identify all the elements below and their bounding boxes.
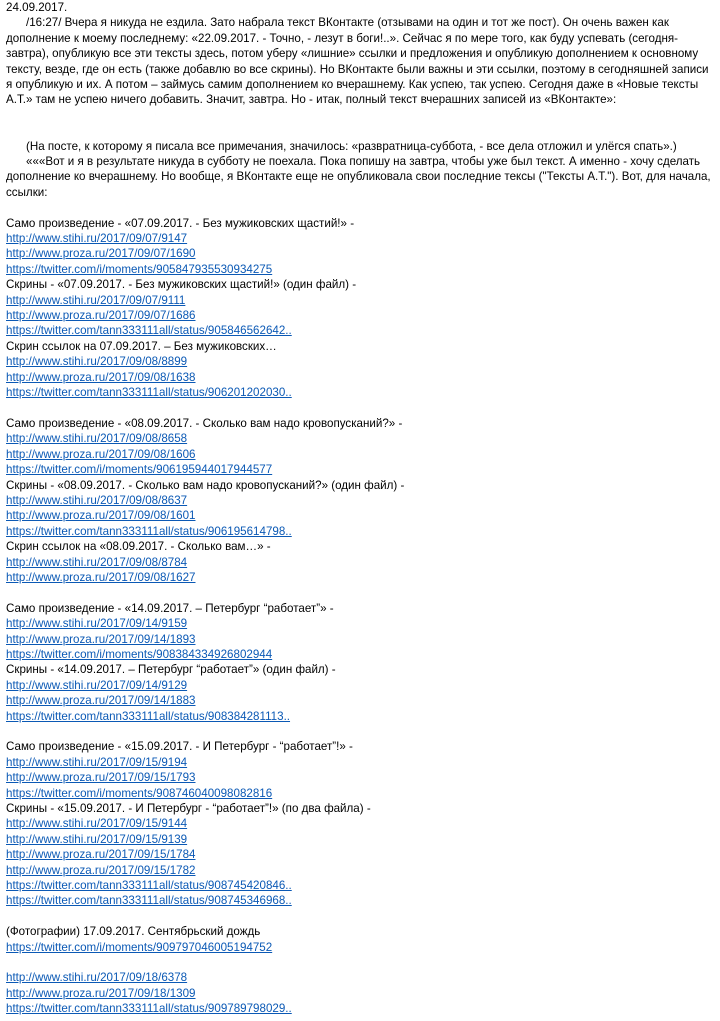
url-link[interactable]: http://www.stihi.ru/2017/09/15/9194	[6, 755, 188, 769]
url-link[interactable]: http://www.stihi.ru/2017/09/14/9129	[6, 678, 188, 692]
url-link[interactable]: https://twitter.com/tann333111all/status/908384281113..	[6, 709, 291, 723]
spacer	[6, 123, 714, 138]
section-heading: Скрины - «15.09.2017. - И Петербург - “работает”!» (по два файла) -	[6, 802, 371, 816]
url-link[interactable]: http://www.proza.ru/2017/09/15/1793	[6, 771, 196, 785]
url-link[interactable]: http://www.stihi.ru/2017/09/15/9139	[6, 832, 188, 846]
url-link[interactable]: http://www.proza.ru/2017/09/07/1686	[6, 309, 196, 323]
url-link[interactable]: http://www.proza.ru/2017/09/15/1784	[6, 848, 196, 862]
url-link[interactable]: http://www.proza.ru/2017/09/08/1606	[6, 447, 196, 461]
url-link[interactable]: https://twitter.com/tann333111all/status/906195614798..	[6, 524, 292, 538]
url-link[interactable]: https://twitter.com/i/moments/909797046005194752	[6, 940, 273, 954]
section-heading: Скрины - «07.09.2017. - Без мужиковских щастий!» (один файл) -	[6, 278, 357, 292]
quote-note: (На посте, к которому я писала все примечания, значилось: «развратница-суббота, - все дела отложил и улёгся спать».)	[26, 139, 677, 153]
entry-date: 24.09.2017.	[6, 1, 68, 14]
section-heading: Само произведение - «07.09.2017. - Без мужиковских щастий!» -	[6, 216, 355, 230]
url-link[interactable]: http://www.stihi.ru/2017/09/14/9159	[6, 617, 188, 631]
url-link[interactable]: http://www.proza.ru/2017/09/08/1627	[6, 570, 196, 584]
link-section	[6, 739, 714, 908]
spacer	[6, 200, 714, 215]
url-link[interactable]: http://www.proza.ru/2017/09/08/1638	[6, 370, 196, 384]
link-section	[6, 416, 714, 585]
section-heading: Само произведение - «15.09.2017. - И Петербург - “работает”!» -	[6, 740, 353, 754]
section-heading: Само произведение - «08.09.2017. - Сколько вам надо кровопусканий?» -	[6, 416, 403, 430]
url-link[interactable]: https://twitter.com/tann333111all/status/905846562642..	[6, 324, 292, 338]
url-link[interactable]: http://www.stihi.ru/2017/09/07/9147	[6, 232, 188, 246]
url-link[interactable]: http://www.proza.ru/2017/09/18/1309	[6, 986, 196, 1000]
url-link[interactable]: http://www.proza.ru/2017/09/14/1883	[6, 694, 196, 708]
url-link[interactable]: https://twitter.com/tann333111all/status/906201202030..	[6, 386, 292, 400]
spacer	[6, 108, 714, 123]
url-link[interactable]: http://www.proza.ru/2017/09/15/1782	[6, 863, 196, 877]
section-heading: Скрин ссылок на «08.09.2017. - Сколько вам…» -	[6, 540, 271, 554]
url-link[interactable]: https://twitter.com/i/moments/908384334926802944	[6, 647, 273, 661]
intro-paragraph: /16:27/ Вчера я никуда не ездила. Зато набрала текст ВКонтакте (отзывами на один и тот же пост). Он очень важен как дополнение к моему последнему: «22.09.2017. - Точно, - лезут в боги!..». Сейчас я по мере того, как буду успевать (сегодня-завтра), опубликую все эти тексты здесь, потом уберу «лишние» ссылки и предложения и опубликую дополнением к основному тексту, везде, где он есть (также добавлю во все скрины). Но ВКонтакте были важны и эти ссылки, поэтому в сегодняшней записи я опубликую и их. А потом – займусь самим дополнением ко вчерашнему. Как успею, так успею. Сегодня даже в «Новые тексты А.Т.» там не успею ничего добавить. Значит, завтра. Но - итак, полный текст вчерашних записей из «ВКонтакте»:	[6, 16, 709, 107]
spacer	[6, 724, 714, 739]
link-section	[6, 970, 714, 1016]
url-link[interactable]: http://www.proza.ru/2017/09/14/1893	[6, 632, 196, 646]
url-link[interactable]: https://twitter.com/tann333111all/status/908745420846..	[6, 879, 292, 893]
url-link[interactable]: http://www.stihi.ru/2017/09/08/8899	[6, 355, 188, 369]
url-link[interactable]: http://www.proza.ru/2017/09/08/1601	[6, 509, 196, 523]
section-heading: Скрины - «08.09.2017. - Сколько вам надо кровопусканий?» (один файл) -	[6, 478, 405, 492]
url-link[interactable]: http://www.stihi.ru/2017/09/08/8658	[6, 432, 188, 446]
url-link[interactable]: https://twitter.com/tann333111all/status/909789798029..	[6, 1002, 292, 1016]
section-heading: (Фотографии) 17.09.2017. Сентябрьский дождь	[6, 925, 261, 939]
section-heading: Скрин ссылок на 07.09.2017. – Без мужиковских…	[6, 339, 277, 353]
url-link[interactable]: https://twitter.com/i/moments/905847935530934275	[6, 262, 273, 276]
spacer	[6, 585, 714, 600]
url-link[interactable]: http://www.stihi.ru/2017/09/07/9111	[6, 293, 186, 307]
url-link[interactable]: http://www.stihi.ru/2017/09/08/8784	[6, 555, 188, 569]
url-link[interactable]: http://www.stihi.ru/2017/09/08/8637	[6, 493, 188, 507]
url-link[interactable]: https://twitter.com/i/moments/906195944017944577	[6, 463, 273, 477]
link-section	[6, 216, 714, 401]
url-link[interactable]: https://twitter.com/i/moments/908746040098082816	[6, 786, 273, 800]
url-link[interactable]: https://twitter.com/tann333111all/status/908745346968..	[6, 894, 292, 908]
section-heading: Скрины - «14.09.2017. – Петербург “работает”» (один файл) -	[6, 663, 336, 677]
url-link[interactable]: http://www.stihi.ru/2017/09/18/6378	[6, 971, 188, 985]
section-heading: Само произведение - «14.09.2017. – Петербург “работает”» -	[6, 601, 334, 615]
link-section	[6, 601, 714, 724]
quote-paragraph: «««Вот и я в результате никуда в субботу не поехала. Пока попишу на завтра, чтобы уже был текст. А именно - хочу сделать дополнение ко вчерашнему. Но вообще, я ВКонтакте еще не опубликовала свои последние тексы ("Тексты А.Т."). Вот, для начала, ссылки:	[6, 155, 711, 199]
link-section	[6, 924, 714, 955]
url-link[interactable]: http://www.stihi.ru/2017/09/15/9144	[6, 817, 188, 831]
link-sections	[6, 216, 714, 1017]
spacer	[6, 955, 714, 970]
spacer	[6, 401, 714, 416]
url-link[interactable]: http://www.proza.ru/2017/09/07/1690	[6, 247, 196, 261]
spacer	[6, 909, 714, 924]
